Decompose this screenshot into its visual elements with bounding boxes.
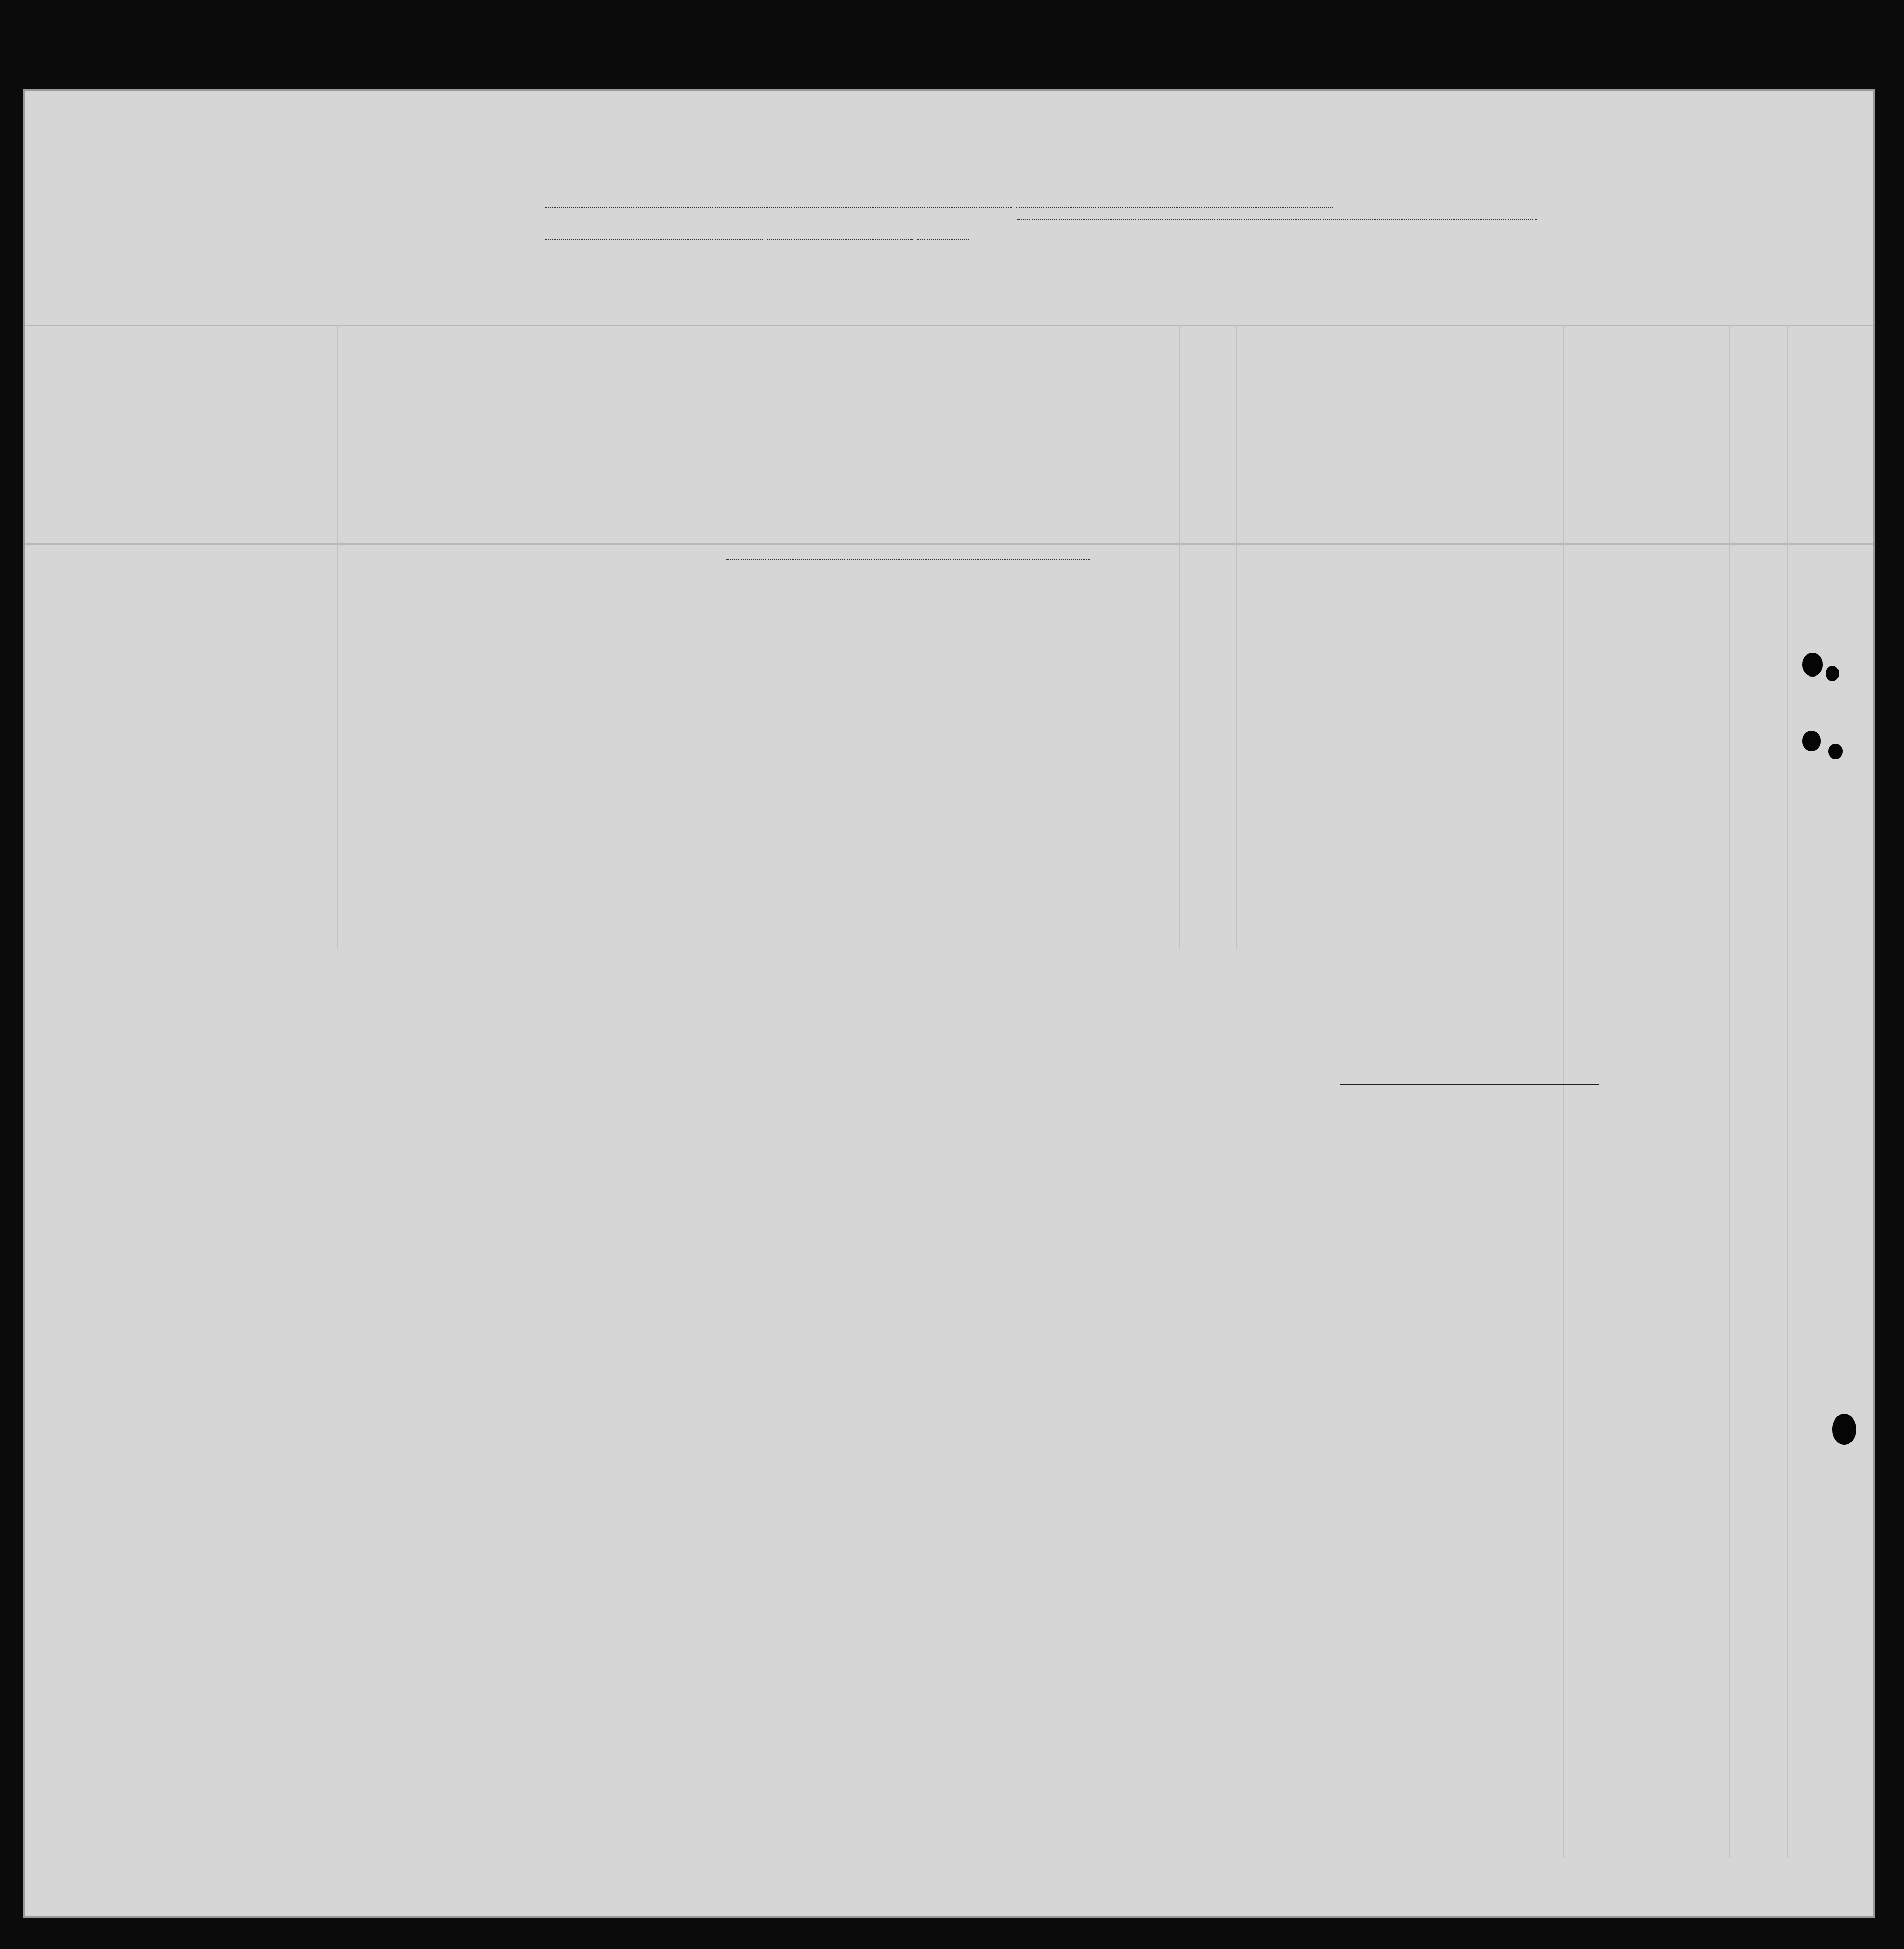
table-rule [1179, 325, 1180, 949]
table-rule [25, 325, 1875, 326]
table-rule [1729, 325, 1730, 1858]
sworn-year-field[interactable] [917, 239, 969, 240]
manifest-sheet [23, 89, 1875, 1918]
vessel-name-field[interactable] [1016, 207, 1333, 208]
table-rule [1563, 325, 1564, 1858]
table-rule [1236, 325, 1237, 949]
table-rule [25, 543, 1875, 545]
punch-hole [1802, 653, 1823, 677]
declarant-name-field[interactable] [545, 207, 1012, 208]
inspector-signature [726, 559, 1090, 578]
races-title [1340, 1081, 1599, 1085]
punch-hole [1832, 1414, 1856, 1445]
punch-hole [1828, 744, 1843, 759]
affidavit-block [524, 175, 1537, 249]
sworn-day-field[interactable] [545, 239, 763, 240]
table-rule [337, 325, 338, 949]
sworn-month-field[interactable] [767, 239, 913, 240]
punch-hole [1826, 666, 1839, 681]
affidavit-line-1 [524, 188, 1537, 217]
sworn-line [524, 220, 1537, 249]
punch-hole [1802, 731, 1821, 751]
table-rule [1787, 325, 1788, 1858]
